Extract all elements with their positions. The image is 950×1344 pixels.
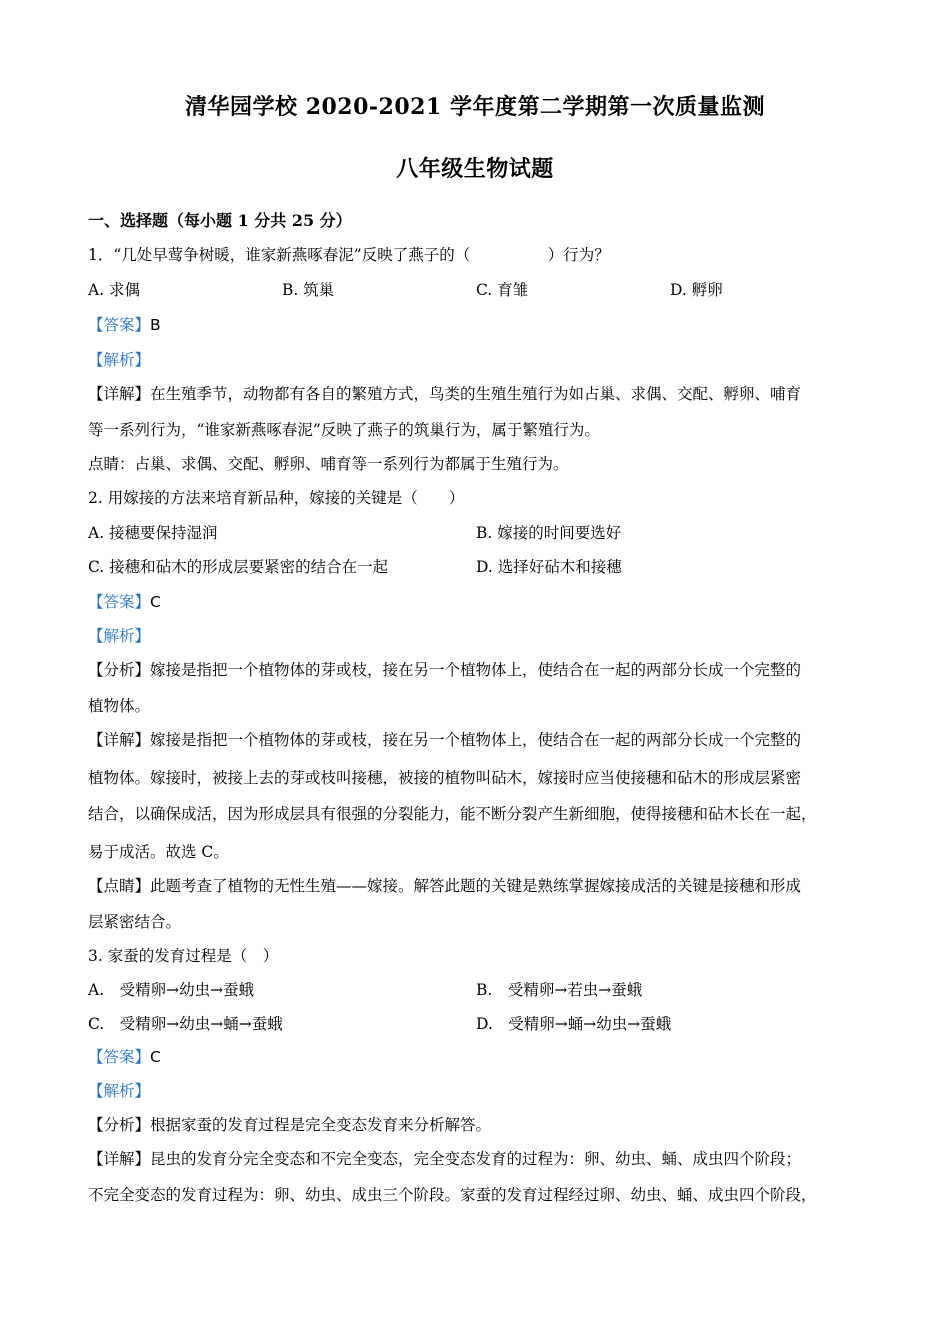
analysis-text: 根据家蚕的发育过程是完全变态发育来分析解答。 <box>150 1116 492 1134</box>
question-3-detail-line-1 <box>88 1147 801 1169</box>
detail-text: 在生殖季节，动物都有各自的繁殖方式，鸟类的生殖生殖行为如占巢、求偶、交配、孵卵、哺育 <box>150 385 802 403</box>
question-1-detail-line-2: 等一系列行为，“谁家新燕啄春泥”反映了燕子的筑巢行为，属于繁殖行为。 <box>88 421 600 439</box>
detail-label: 【详解】 <box>88 385 151 403</box>
question-2-option-c: C. 接穗和砧木的形成层要紧密的结合在一起 <box>88 558 389 576</box>
point-label: 【点睛】 <box>88 877 151 895</box>
question-2-analysis-header: 【解析】 <box>88 627 151 645</box>
question-3-option-d: D. 受精卵→蛹→幼虫→蚕蛾 <box>476 1015 672 1033</box>
question-1-option-b: B. 筑巢 <box>282 281 335 299</box>
answer-value: B <box>150 316 161 334</box>
question-2-answer <box>88 590 161 612</box>
question-3-analysis-header: 【解析】 <box>88 1082 151 1100</box>
question-2-detail-line-2: 植物体。嫁接时，被接上去的芽或枝叫接穗，被接的植物叫砧木，嫁接时应当使接穗和砧木的形成层紧密 <box>88 769 802 787</box>
answer-label: 【答案】 <box>88 593 151 611</box>
question-2-stem: 2. 用嫁接的方法来培育新品种，嫁接的关键是（ ） <box>88 489 465 507</box>
question-1-option-d: D. 孵卵 <box>670 281 723 299</box>
question-3-stem: 3. 家蚕的发育过程是（ ） <box>88 947 279 965</box>
question-1-option-c: C. 育雏 <box>476 281 529 299</box>
question-2-detail-line-4: 易于成活。故选 C。 <box>88 843 229 861</box>
question-1-point: 点睛：占巢、求偶、交配、孵卵、哺育等一系列行为都属于生殖行为。 <box>88 455 569 473</box>
answer-value: C <box>150 593 161 611</box>
detail-label: 【详解】 <box>88 1150 151 1168</box>
question-2-analysis-line-1 <box>88 658 801 680</box>
point-text: 此题考查了植物的无性生殖——嫁接。解答此题的关键是熟练掌握嫁接成活的关键是接穗和形成 <box>150 877 802 895</box>
question-2-detail-line-3: 结合，以确保成活，因为形成层具有很强的分裂能力，能不断分裂产生新细胞，使得接穗和砧木长在一起， <box>88 805 817 823</box>
question-2-point-line-2: 层紧密结合。 <box>88 913 182 931</box>
question-3-detail-line-2: 不完全变态的发育过程为：卵、幼虫、成虫三个阶段。家蚕的发育过程经过卵、幼虫、蛹、成虫四个阶段， <box>88 1186 817 1204</box>
answer-label: 【答案】 <box>88 1048 151 1066</box>
detail-text: 昆虫的发育分完全变态和不完全变态，完全变态发育的过程为：卵、幼虫、蛹、成虫四个阶段； <box>150 1150 802 1168</box>
section-heading: 一、选择题（每小题 1 分共 25 分） <box>88 211 352 230</box>
question-3-option-a: A. 受精卵→幼虫→蚕蛾 <box>88 981 255 999</box>
question-3-analysis-line <box>88 1113 491 1135</box>
question-3-answer <box>88 1045 161 1067</box>
analysis-label: 【分析】 <box>88 661 151 679</box>
question-2-point-line-1 <box>88 874 801 896</box>
question-2-option-a: A. 接穗要保持湿润 <box>88 524 218 542</box>
question-1-stem: 1．“几处早莺争树暖，谁家新燕啄春泥”反映了燕子的（ ）行为？ <box>88 246 610 264</box>
analysis-label: 【分析】 <box>88 1116 151 1134</box>
page-subtitle: 八年级生物试题 <box>396 156 554 182</box>
question-1-answer <box>88 313 161 335</box>
question-1-detail-line-1 <box>88 382 801 404</box>
page-title: 清华园学校 2020-2021 学年度第二学期第一次质量监测 <box>185 94 765 120</box>
analysis-text: 嫁接是指把一个植物体的芽或枝，接在另一个植物体上，使结合在一起的两部分长成一个完整的 <box>150 661 802 679</box>
question-2-analysis-line-2: 植物体。 <box>88 697 151 715</box>
question-2-detail-line-1 <box>88 728 801 750</box>
detail-text: 嫁接是指把一个植物体的芽或枝，接在另一个植物体上，使结合在一起的两部分长成一个完整的 <box>150 731 802 749</box>
question-2-option-d: D. 选择好砧木和接穗 <box>476 558 622 576</box>
answer-label: 【答案】 <box>88 316 151 334</box>
answer-value: C <box>150 1048 161 1066</box>
question-3-option-b: B. 受精卵→若虫→蚕蛾 <box>476 981 643 999</box>
detail-label: 【详解】 <box>88 731 151 749</box>
question-3-option-c: C. 受精卵→幼虫→蛹→蚕蛾 <box>88 1015 283 1033</box>
question-1-analysis-header: 【解析】 <box>88 351 151 369</box>
question-2-option-b: B. 嫁接的时间要选好 <box>476 524 622 542</box>
question-1-option-a: A. 求偶 <box>88 281 141 299</box>
